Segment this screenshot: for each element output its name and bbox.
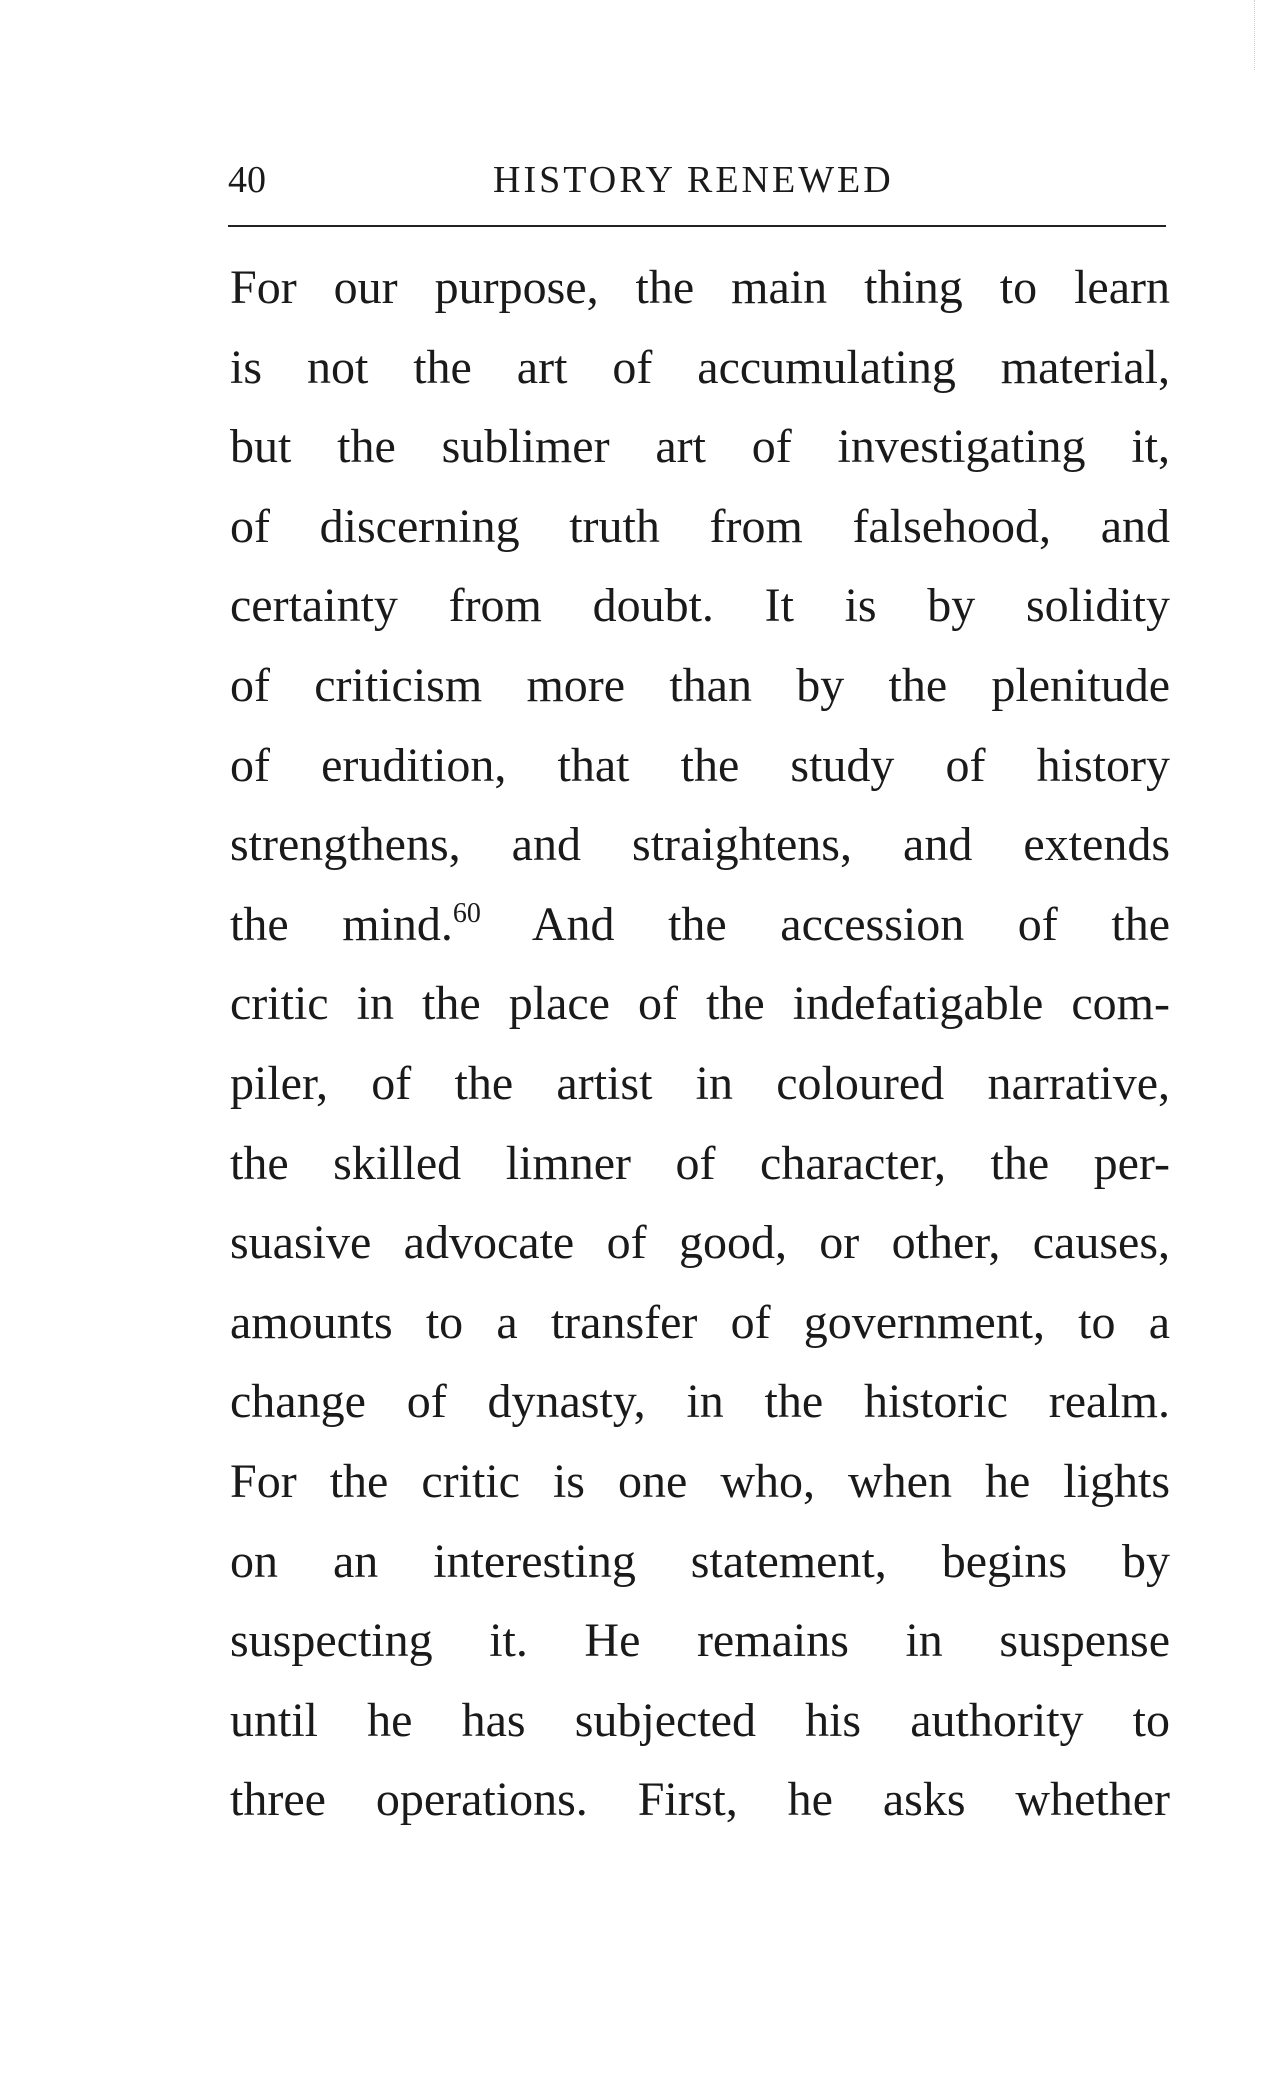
text-line: certainty from doubt. It is by solidity bbox=[230, 579, 1170, 633]
line-text-after-footnote: And the accession of the bbox=[480, 897, 1171, 951]
text-line-with-footnote bbox=[230, 885, 1170, 965]
scan-edge-mark bbox=[1254, 0, 1257, 70]
text-line: For our purpose, the main thing to learn bbox=[230, 261, 1170, 314]
text-line: on an interesting statement, begins by bbox=[230, 1534, 1170, 1588]
running-title: HISTORY RENEWED bbox=[493, 159, 894, 201]
text-line: suspecting it. He remains in suspense bbox=[230, 1614, 1170, 1668]
text-line: For the critic is one who, when he lights bbox=[230, 1454, 1170, 1508]
text-line: suasive advocate of good, or other, causes, bbox=[230, 1216, 1170, 1270]
text-line: amounts to a transfer of government, to a bbox=[230, 1295, 1170, 1349]
page-number: 40 bbox=[228, 159, 266, 201]
text-line: but the sublimer art of investigating it, bbox=[230, 420, 1170, 474]
body-text bbox=[230, 248, 1170, 1840]
header-rule bbox=[228, 225, 1166, 227]
footnote-reference[interactable]: 60 bbox=[452, 897, 481, 929]
running-head bbox=[228, 150, 1168, 210]
text-line: of criticism more than by the plenitude bbox=[230, 658, 1170, 712]
text-line: is not the art of accumulating material, bbox=[230, 340, 1170, 394]
text-line: three operations. First, he asks whether bbox=[230, 1773, 1170, 1827]
text-line: of erudition, that the study of history bbox=[230, 738, 1170, 792]
text-line: strengthens, and straightens, and extends bbox=[230, 818, 1170, 872]
line-text-before-footnote: the mind. bbox=[230, 897, 453, 951]
text-line: piler, of the artist in coloured narrative, bbox=[230, 1056, 1170, 1110]
text-line: of discerning truth from falsehood, and bbox=[230, 499, 1170, 553]
text-line: until he has subjected his authority to bbox=[230, 1693, 1170, 1747]
text-line: the skilled limner of character, the per- bbox=[230, 1136, 1170, 1190]
text-line: critic in the place of the indefatigable com- bbox=[230, 977, 1170, 1031]
text-line: change of dynasty, in the historic realm. bbox=[230, 1375, 1170, 1429]
